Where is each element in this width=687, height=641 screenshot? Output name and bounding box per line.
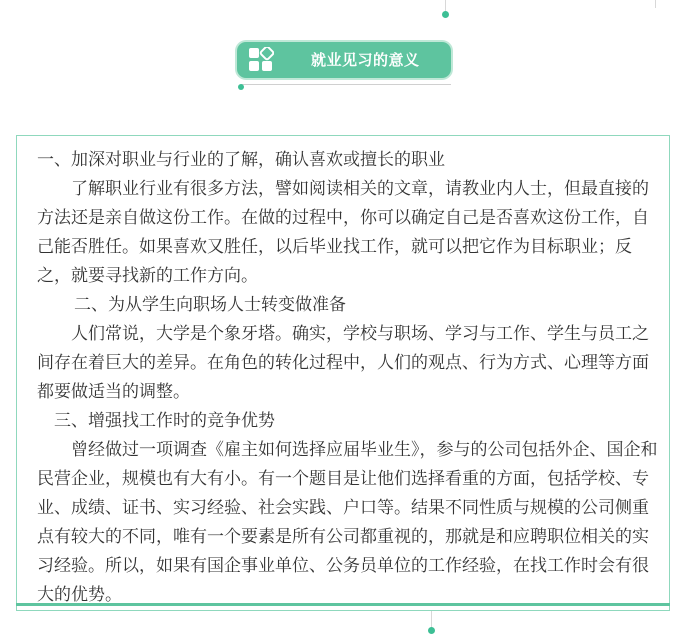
section-body-1: 了解职业行业有很多方法，譬如阅读相关的文章，请教业内人士，但最直接的方法还是亲自做这份工作。在做的过程中，你可以确定自己是否喜欢这份工作，自己能否胜任。如果喜欢又胜任，以后毕业找工作，就可以把它作为目标职业；反之，就要寻找新的工作方向。 — [37, 179, 649, 286]
section-body-3: 曾经做过一项调查《雇主如何选择应届毕业生》，参与的公司包括外企、国企和民营企业，规模也有大有小。有一个题目是让他们选择看重的方面，包括学校、专业、成绩、证书、实习经验、社会实践、户口等。结果不同性质与规模的公司侧重点有较大的不同，唯有一个要素是所有公司都重视的，那就是和应聘职位相关的实习经验。所以，如果有国企事业单位、公务员单位的工作经验，在找工作时会有很大的优势。 — [37, 440, 658, 605]
bottom-connector-dot — [428, 627, 435, 634]
banner-underline — [241, 84, 451, 85]
corner-line — [655, 0, 656, 8]
article-text — [37, 146, 660, 610]
section-heading-3: 三、增强找工作时的竞争优势 — [54, 411, 275, 431]
banner-dot — [238, 84, 244, 90]
title-banner — [237, 42, 451, 88]
grid-blocks-icon — [248, 47, 274, 73]
section-heading-1: 一、加深对职业与行业的了解，确认喜欢或擅长的职业 — [37, 150, 445, 170]
section-body-2: 人们常说，大学是个象牙塔。确实，学校与职场、学习与工作、学生与员工之间存在着巨大的差异。在角色的转化过程中，人们的观点、行为方式、心理等方面都要做适当的调整。 — [37, 324, 649, 402]
banner-title: 就业见习的意义 — [311, 51, 420, 69]
section-heading-2: 二、为从学生向职场人士转变做准备 — [74, 295, 346, 315]
banner-pill — [237, 42, 451, 78]
top-connector-dot — [442, 11, 449, 18]
